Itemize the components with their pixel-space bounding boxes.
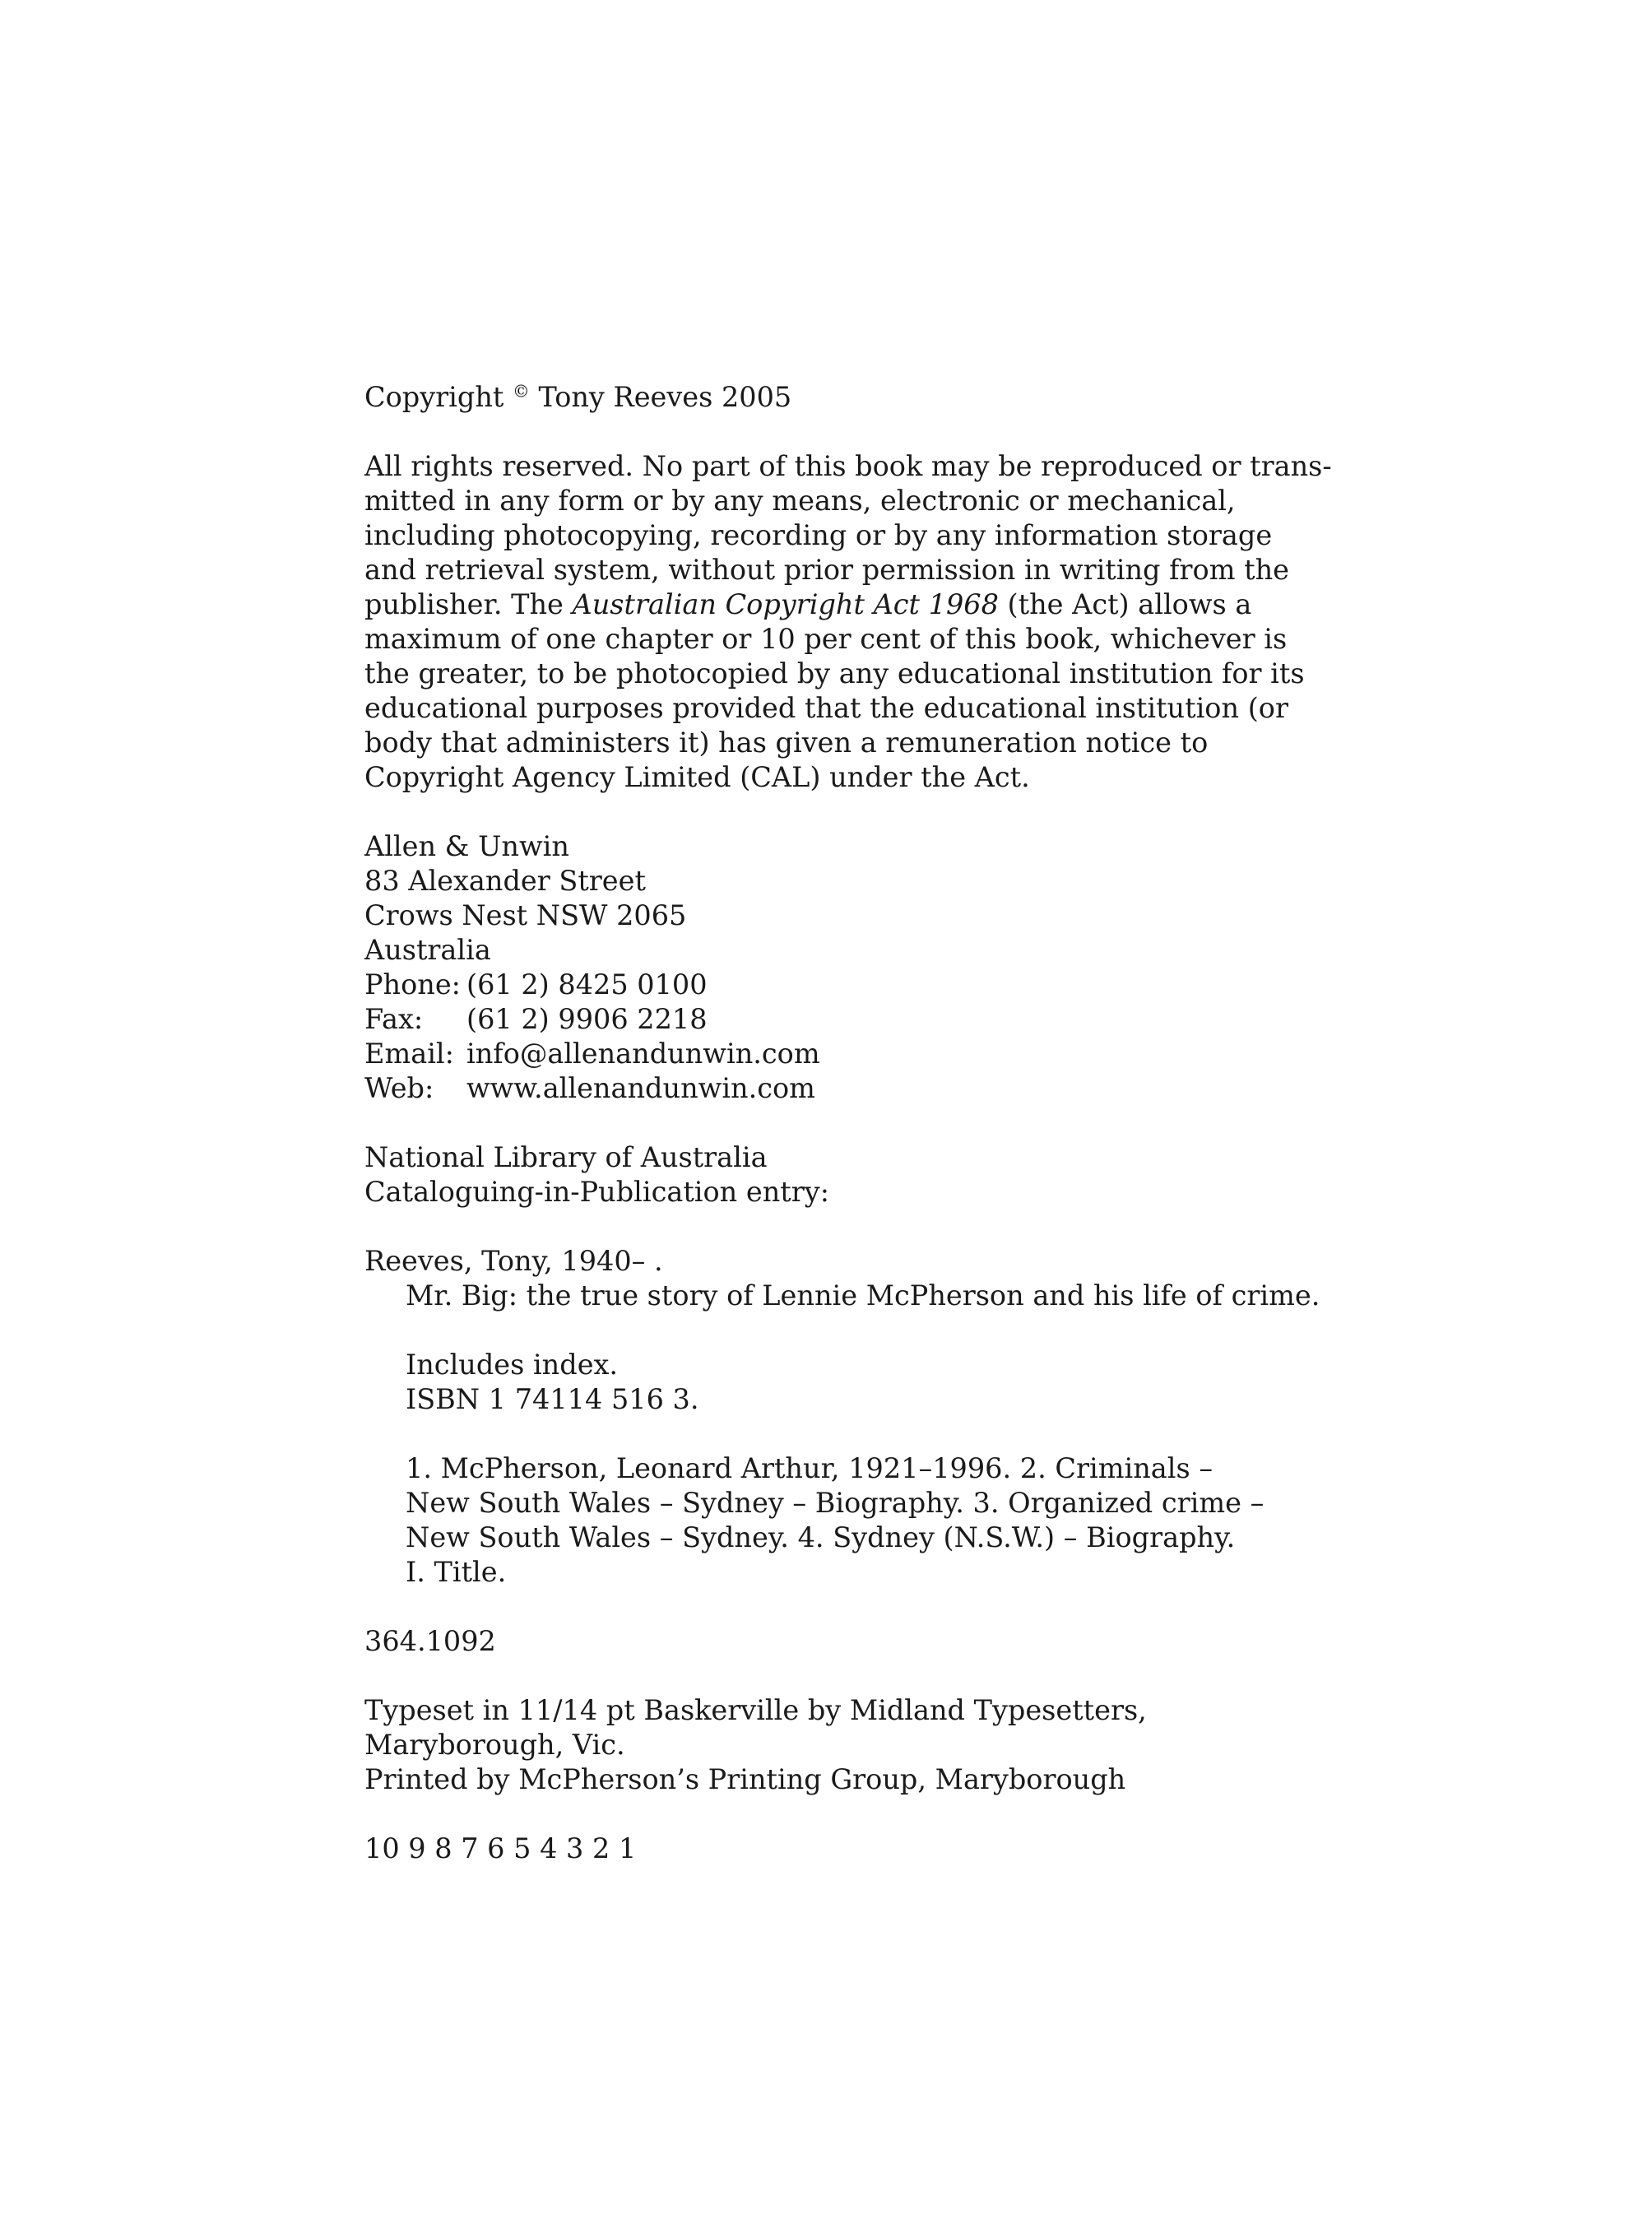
cip-author: Reeves, Tony, 1940– . [364,1245,663,1277]
cip-subject-line: 1. McPherson, Leonard Arthur, 1921–1996. 2. Criminals – [406,1452,1213,1484]
rights-line: maximum of one chapter or 10 per cent of this book, whichever is [364,623,1288,655]
rights-line: publisher. The Australian Copyright Act 1968 (the Act) allows a [364,588,1252,620]
rights-line: All rights reserved. No part of this book may be reproduced or trans- [364,450,1332,482]
cip-subject-line: New South Wales – Sydney – Biography. 3. Organized crime – [406,1487,1265,1519]
cip-isbn: ISBN 1 74114 516 3. [406,1383,699,1415]
cip-classification: 364.1092 [364,1625,496,1657]
publisher-suburb: Crows Nest NSW 2065 [364,899,687,931]
copyright-line: Copyright © Tony Reeves 2005 [364,381,792,413]
rights-line: mitted in any form or by any means, electronic or mechanical, [364,485,1236,517]
cip-heading: National Library of Australia [364,1141,768,1173]
contact-fax: Fax: (61 2) 9906 2218 [364,1003,708,1035]
rights-line: body that administers it) has given a remuneration notice to [364,727,1209,759]
cip-subject-line: New South Wales – Sydney. 4. Sydney (N.S.W.) – Biography. [406,1521,1236,1553]
copyright-page [364,380,1352,1866]
rights-line: the greater, to be photocopied by any educational institution for its [364,657,1305,689]
printer-line: Printed by McPherson’s Printing Group, Maryborough [364,1763,1126,1795]
contact-email: Email: info@allenandunwin.com [364,1038,820,1070]
rights-line: Copyright Agency Limited (CAL) under the Act. [364,761,1030,793]
act-title: Australian Copyright Act 1968 [572,588,999,620]
cip-entry [364,1140,1352,1659]
publisher-country: Australia [364,934,491,966]
publisher-address [364,829,1352,1106]
copyright-symbol: © [513,381,530,402]
cip-subject-line: I. Title. [406,1556,507,1588]
rights-line: including photocopying, recording or by any information storage [364,519,1273,551]
publisher-street: 83 Alexander Street [364,865,646,897]
rights-line: and retrieval system, without prior permission in writing from the [364,554,1290,586]
cip-title: Mr. Big: the true story of Lennie McPherson and his life of crime. [406,1279,1320,1312]
typeset-line: Maryborough, Vic. [364,1729,625,1761]
rights-statement [364,449,1352,795]
publisher-name: Allen & Unwin [364,830,569,862]
production-credits [364,1693,1352,1797]
cip-includes: Includes index. [406,1349,619,1381]
contact-web: Web: www.allenandunwin.com [364,1072,815,1104]
typeset-line: Typeset in 11/14 pt Baskerville by Midland Typesetters, [364,1694,1147,1726]
rights-line: educational purposes provided that the educational institution (or [364,692,1288,724]
contact-phone: Phone: (61 2) 8425 0100 [364,968,708,1001]
print-line: 10 9 8 7 6 5 4 3 2 1 [364,1832,637,1864]
cip-heading: Cataloguing-in-Publication entry: [364,1176,829,1208]
